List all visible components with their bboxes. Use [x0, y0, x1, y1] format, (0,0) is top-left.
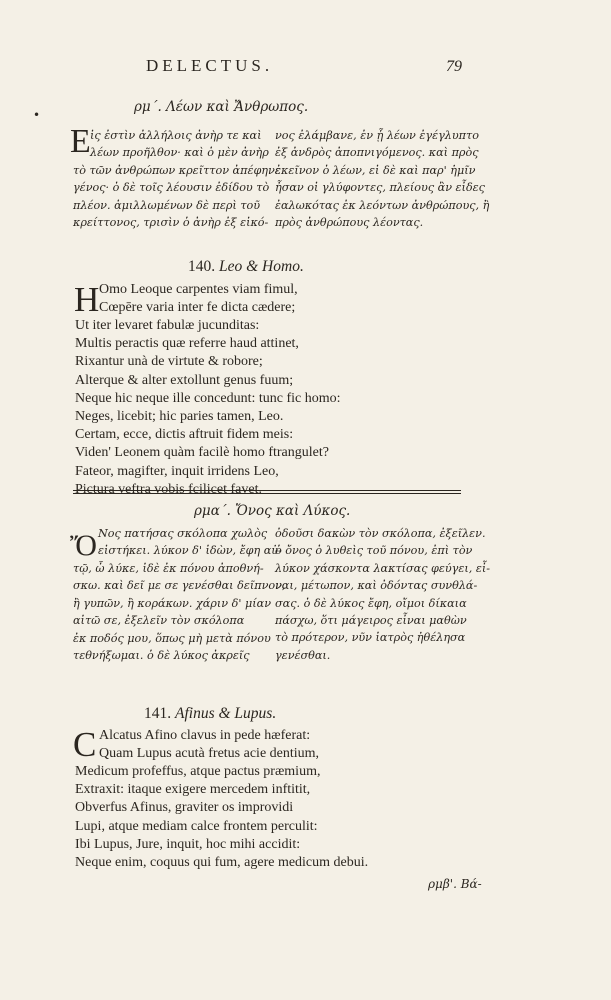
text-line: Νος πατήσας σκόλοπα χωλὸς	[98, 527, 268, 540]
verse-line: Alterque & alter extollunt genus fuum;	[75, 372, 294, 388]
latin-fable-heading-141	[144, 705, 276, 723]
text-line: ναι, μέτωπον, καὶ ὀδόντας συνθλά-	[275, 579, 478, 593]
text-line: πρὸς ἀνθρώπους λέοντας.	[275, 216, 424, 230]
text-line: εἱστήκει. λύκον δ' ἰδὼν, ἔφη αὐ-	[98, 544, 282, 558]
verse-line: Ibi Lupus, Jure, inquit, hoc mihi accidit:	[75, 836, 301, 852]
latin-verse-141	[75, 763, 368, 872]
text-line: κρείττονος, τρισὶν ὁ ἀνὴρ ἐξ εἰκό-	[73, 216, 269, 230]
verse-line: Multis peractis quæ referre haud attinet,	[75, 336, 299, 352]
page-header	[0, 56, 611, 82]
latin-verse-140-opening	[99, 281, 298, 317]
text-line: ἐκ ποδός μου, ὅπως μὴ μετὰ πόνου	[73, 631, 271, 645]
text-line: ἰς ἐστὶν ἀλλήλοις ἀνὴρ τε καὶ	[90, 129, 262, 142]
catchword: ρμβ'. Βά-	[428, 877, 482, 891]
greek-text-right-140	[275, 127, 490, 231]
latin-drop-cap-141: C	[73, 725, 97, 764]
section-rule-thin	[73, 493, 461, 494]
text-line: ὁ ὄνος ὁ λυθεὶς τοῦ πόνου, ἐπὶ τὸν	[275, 544, 473, 558]
page-number: 79	[446, 58, 462, 75]
text-line: τὸ τῶν ἀνθρώπων κρεῖττον ἀπέφηνε	[73, 164, 281, 177]
text-line: γένος· ὁ δὲ τοῖς λέουσιν ἐδίδου τὸ	[73, 181, 270, 195]
text-line: ἢ γυπῶν, ἢ κοράκων. χάριν δ' μίαν	[73, 596, 272, 610]
text-line: τεθνήξωμαι. ὁ δὲ λύκος ἀκρεῖς	[73, 649, 250, 663]
latin-fable-heading-140	[188, 258, 304, 276]
verse-line: Fateor, magifter, inquit irridens Leo,	[75, 463, 279, 479]
text-line: ἐξ ἀνδρὸς ἀποπνιγόμενος. καὶ πρὸς	[275, 146, 479, 160]
verse-line: Certam, ecce, dictis aftruit fidem meis:	[75, 427, 294, 443]
fable-number: 141.	[144, 705, 172, 722]
verse-line: Neque hic neque ille concedunt: tunc fic homo:	[75, 390, 341, 406]
greek-fable-heading-141: ρμα΄. Ὄνος καὶ Λύκος.	[194, 503, 351, 519]
fable-number: 140.	[188, 258, 216, 275]
greek-text-left-141	[98, 525, 282, 560]
verse-line: Neque enim, coquus qui fum, agere medicum debui.	[75, 855, 369, 871]
greek-drop-cap-140: Ε	[70, 123, 91, 160]
text-line: ἦσαν οἱ γλύφοντες, πλείους ἂν εἶδες	[275, 181, 485, 195]
verse-line: Quam Lupus acutà fretus acie dentium,	[99, 746, 320, 762]
greek-text-right-141	[275, 525, 491, 664]
verse-line: Neges, licebit; hic paries tamen, Leo.	[75, 409, 284, 425]
text-line: λύκον χάσκοντα λακτίσας φεύγει, εἶ-	[275, 561, 491, 575]
latin-drop-cap-140: H	[74, 280, 100, 319]
latin-verse-140	[75, 317, 341, 499]
greek-text-left-141-cont	[73, 560, 286, 664]
text-line: τῷ, ὦ λύκε, ἰδὲ ἐκ πόνου ἀποθνή-	[73, 562, 264, 575]
verse-line: Pictura veftra vobis fcilicet favet.	[75, 481, 262, 497]
text-line: πλέον. ἁμιλλωμένων δὲ περὶ τοῦ	[73, 198, 261, 212]
greek-text-left-140	[90, 127, 269, 162]
text-line: νος ἐλάμβανε, ἐν ᾗ λέων ἐγέγλυπτο	[275, 129, 479, 142]
verse-line: Lupi, atque mediam calce frontem perculit:	[75, 818, 318, 834]
greek-fable-heading-140: ρμ΄. Λέων καὶ Ἄνθρωπος.	[134, 99, 309, 115]
text-line: λέων προῆλθον· καὶ ὁ μὲν ἀνὴρ	[90, 146, 269, 160]
text-line: αἰτῶ σε, ἐξελεῖν τὸν σκόλοπα	[73, 614, 245, 628]
greek-drop-cap-141: Ὄ	[70, 529, 97, 562]
verse-line: Omo Leoque carpentes viam fimul,	[99, 282, 298, 297]
verse-line: Cœpēre varia inter fe dicta cædere;	[99, 300, 296, 316]
fable-title: Afinus & Lupus.	[175, 705, 277, 722]
verse-line: Rixantur unà de virtute & robore;	[75, 354, 263, 370]
section-rule	[73, 490, 461, 491]
text-line: σας. ὁ δὲ λύκος ἔφη, οἴμοι δίκαια	[275, 596, 467, 610]
fable-title: Leo & Homo.	[219, 258, 304, 275]
bullet-mark: •	[33, 108, 41, 122]
running-title: DELECTUS.	[146, 56, 274, 75]
greek-text-left-140-cont	[73, 162, 281, 232]
text-line: σκω. καὶ δεῖ με σε γενέσθαι δεῖπνον,	[73, 579, 286, 593]
text-line: ἐκεῖνον ὁ λέων, εἰ δὲ καὶ παρ' ἡμῖν	[275, 163, 476, 177]
text-line: ὀδοῦσι δακὼν τὸν σκόλοπα, ἐξεῖλεν.	[275, 527, 486, 540]
text-line: πάσχω, ὅτι μάγειρος εἶναι μαθὼν	[275, 614, 467, 628]
verse-line: Viden' Leonem quàm facilè homo ftrangulet?	[75, 445, 329, 461]
verse-line: Extraxit: itaque exigere mercedem inftitit,	[75, 782, 311, 798]
text-line: γενέσθαι.	[275, 648, 331, 662]
latin-verse-141-opening	[99, 727, 319, 763]
text-line: τὸ πρότερον, νῦν ἰατρὸς ἠθέλησα	[275, 631, 466, 645]
verse-line: Ut iter levaret fabulæ jucunditas:	[75, 318, 260, 333]
verse-line: Alcatus Afino clavus in pede hæferat:	[99, 728, 311, 743]
verse-line: Obverfus Afinus, graviter os improvidi	[75, 800, 294, 816]
text-line: ἐαλωκότας ἐκ λεόντων ἀνθρώπους, ἢ	[275, 198, 490, 212]
verse-line: Medicum profeffus, atque pactus præmium,	[75, 764, 321, 779]
